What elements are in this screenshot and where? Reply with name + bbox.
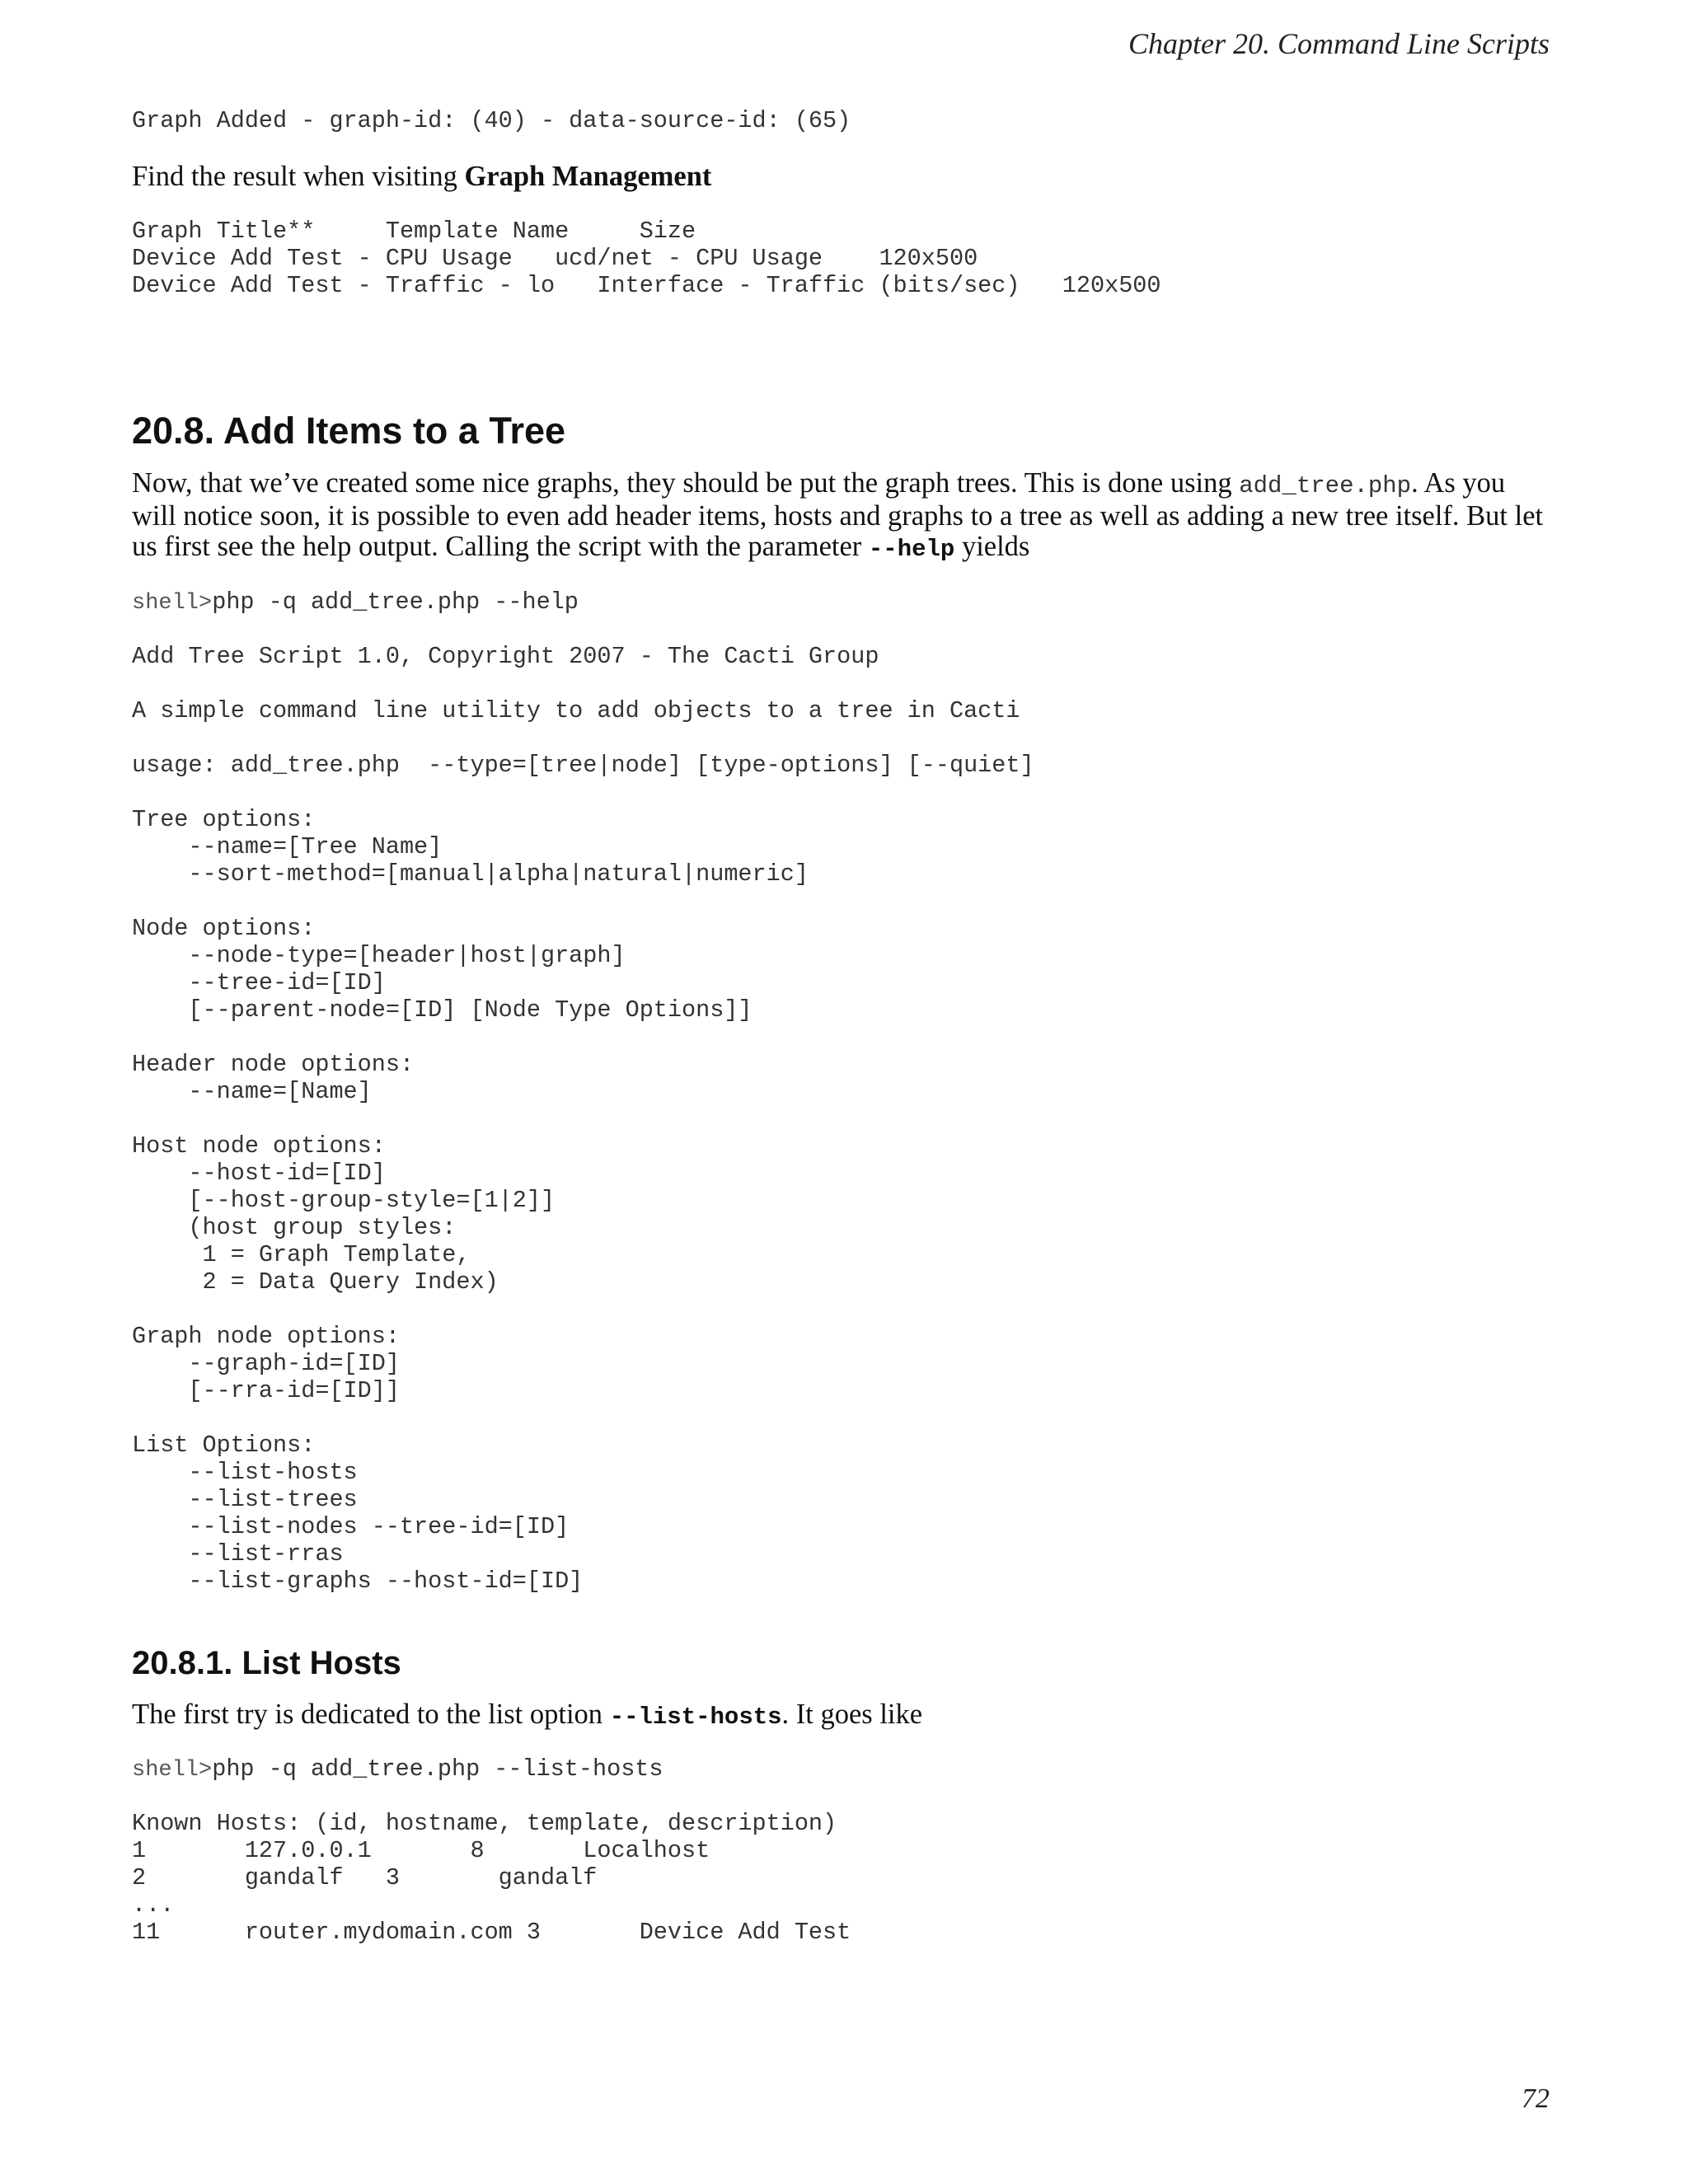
help-option: --help	[868, 536, 955, 563]
list-hosts-option: --list-hosts	[609, 1704, 782, 1731]
list-hosts-intro-paragraph	[132, 1699, 922, 1732]
list-hosts-text-2: . It goes like	[781, 1699, 923, 1730]
graph-added-output: Graph Added - graph-id: (40) - data-source-id: (65)	[132, 107, 851, 134]
help-output: Add Tree Script 1.0, Copyright 2007 - The Cacti Group A simple command line utility to add objects to a tree in Cacti usage: add_tree.php --type=[tree|node] [type-options] [--quiet] Tree options: --name=[Tree Name] --sort-method=[manual|alpha|natural|numeric] Node options: --node-type=[header|host|graph] --tree-id=[ID] [--parent-node=[ID] [Node Type Options]] Header node options: --name=[Name] Host node options: --host-id=[ID] [--host-group-style=[1|2]] (host group styles: 1 = Graph Template, 2 = Data Query Index) Graph node options: --graph-id=[ID] [--rra-id=[ID]] List Options: --list-hosts --list-trees --list-nodes --tree-id=[ID] --list-rras --list-graphs --host-id=[ID]	[132, 643, 1034, 1595]
shell-prompt: shell>	[132, 1758, 213, 1783]
add-items-intro-paragraph	[132, 468, 1550, 565]
section-heading-add-items-to-tree: 20.8. Add Items to a Tree	[132, 410, 566, 452]
graph-management-emphasis: Graph Management	[464, 161, 712, 192]
list-hosts-command-line	[132, 1755, 663, 1784]
list-hosts-output: Known Hosts: (id, hostname, template, description) 1 127.0.0.1 8 Localhost 2 gandalf 3 gandalf ... 11 router.mydomain.com 3 Device Add Test	[132, 1810, 851, 1946]
help-command-line	[132, 588, 579, 617]
shell-prompt: shell>	[132, 591, 213, 616]
add-tree-filename: add_tree.php	[1239, 472, 1412, 499]
list-hosts-command: php -q add_tree.php --list-hosts	[212, 1755, 663, 1783]
intro-text-2: . As you will notice soon, it is possible to even add header items, hosts and graphs to a tree as well as adding a new tree itself. But let us first see the help output. Calling the script with the parameter	[132, 467, 1544, 562]
find-result-text: Find the result when visiting	[132, 161, 465, 192]
running-header: Chapter 20. Command Line Scripts	[1128, 27, 1550, 60]
graph-management-table: Graph Title** Template Name Size Device Add Test - CPU Usage ucd/net - CPU Usage 120x500 Device Add Test - Traffic - lo Interface - Traffic (bits/sec) 120x500	[132, 218, 1161, 299]
list-hosts-text-1: The first try is dedicated to the list option	[132, 1699, 610, 1730]
intro-text-3: yields	[954, 531, 1030, 562]
page-number: 72	[1522, 2083, 1550, 2114]
section-heading-list-hosts: 20.8.1. List Hosts	[132, 1645, 401, 1681]
intro-text-1: Now, that we’ve created some nice graphs, they should be put the graph trees. This is done using	[132, 467, 1240, 499]
help-command: php -q add_tree.php --help	[212, 588, 579, 616]
find-result-paragraph	[132, 162, 711, 192]
